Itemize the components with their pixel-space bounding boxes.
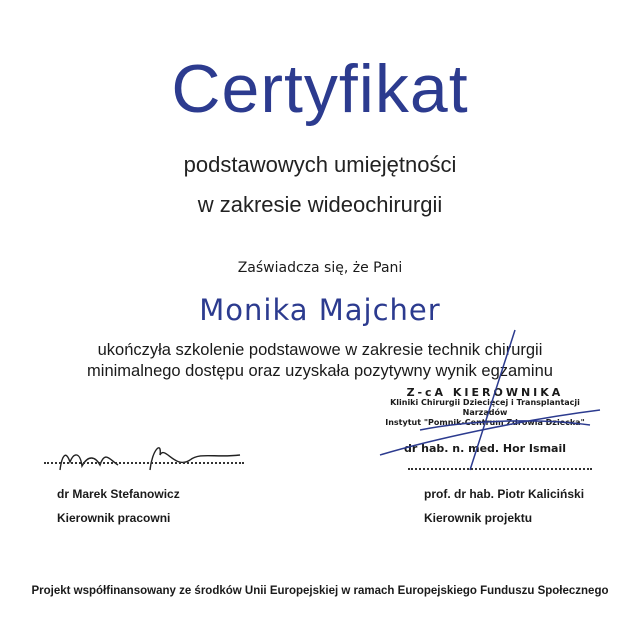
intro-text: Zaświadcza się, że Pani	[237, 260, 403, 276]
right-signature	[380, 330, 600, 470]
body-line-2: minimalnego dostępu oraz uzyskała pozytywny wynik egzaminu	[87, 362, 553, 380]
recipient-name: Monika Majcher	[199, 293, 441, 327]
stamp-heading: Z-cA KIEROWNIKA	[406, 386, 564, 399]
stamp-name: dr hab. n. med. Hor Ismail	[404, 442, 566, 455]
right-signatory-role: Kierownik projektu	[424, 511, 533, 525]
right-signatory-name: prof. dr hab. Piotr Kaliciński	[424, 487, 585, 501]
body-line-1: ukończyła szkolenie podstawowe w zakresie technik chirurgii	[97, 341, 543, 359]
subtitle-line-1: podstawowych umiejętności	[183, 152, 457, 177]
left-signatory-role: Kierownik pracowni	[57, 511, 171, 525]
right-signature-line	[408, 468, 592, 470]
stamp-line-1: Kliniki Chirurgii Dziecięcej i Transplantacji Narządów	[390, 398, 580, 417]
stamp-line-2: Instytut "Pomnik-Centrum Zdrowia Dziecka"	[385, 418, 585, 427]
subtitle-line-2: w zakresie wideochirurgii	[197, 192, 443, 217]
footer-note: Projekt współfinansowany ze środków Unii Europejskiej w ramach Europejskiego Funduszu Społecznego	[31, 585, 609, 597]
left-signatory-name: dr Marek Stefanowicz	[57, 487, 180, 501]
left-signature	[60, 448, 240, 470]
left-signature-line	[44, 462, 244, 464]
certificate-title: Certyfikat	[171, 51, 469, 127]
